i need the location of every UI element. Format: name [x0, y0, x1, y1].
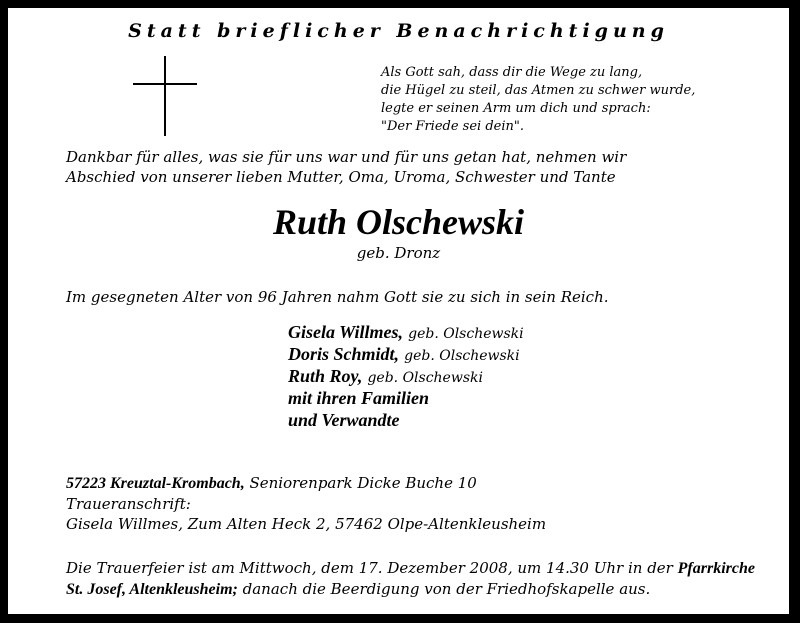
service-text: Die Trauerfeier ist am Mittwoch, dem 17. Dezember 2008, um 14.30 Uhr in der	[66, 559, 673, 577]
maiden-name: geb. Dronz	[356, 244, 441, 262]
mourner-name: Doris Schmidt,	[288, 344, 400, 364]
mourners-list	[288, 322, 524, 432]
address-label: Traueranschrift:	[66, 495, 191, 513]
deceased-name: Ruth Olschewski	[272, 202, 525, 242]
address-line	[66, 473, 546, 494]
mourner-note: geb. Olschewski	[404, 348, 520, 364]
cross-icon	[133, 56, 197, 136]
mourner-row	[288, 322, 524, 344]
mourner-name: mit ihren Familien	[288, 388, 430, 408]
poem-line: legte er seinen Arm um dich und sprach:	[381, 101, 651, 116]
mourner-name: Ruth Roy,	[288, 366, 363, 386]
poem-line: Als Gott sah, dass dir die Wege zu lang,	[381, 65, 643, 80]
mourner-note: geb. Olschewski	[408, 326, 524, 342]
service-text: danach die Beerdigung von der Friedhofskapelle aus.	[242, 580, 651, 598]
address-street: Seniorenpark Dicke Buche 10	[249, 474, 477, 492]
mourner-name: Gisela Willmes,	[288, 322, 404, 342]
mourner-name: und Verwandte	[288, 410, 400, 430]
mourner-note: geb. Olschewski	[367, 370, 483, 386]
obituary-card	[8, 8, 789, 614]
heading: Statt brieflicher Benachrichtigung	[128, 20, 669, 42]
mourner-row	[288, 388, 524, 410]
poem-line: "Der Friede sei dein".	[381, 119, 524, 134]
mourner-row	[288, 344, 524, 366]
intro-line: Abschied von unserer lieben Mutter, Oma, Uroma, Schwester und Tante	[66, 168, 616, 186]
service-church-location: St. Josef, Altenkleusheim;	[66, 581, 238, 598]
age-line: Im gesegneten Alter von 96 Jahren nahm Gott sie zu sich in sein Reich.	[66, 288, 609, 306]
address-contact: Gisela Willmes, Zum Alten Heck 2, 57462 Olpe-Altenkleusheim	[66, 515, 547, 533]
service-line	[66, 579, 755, 600]
mourner-row	[288, 366, 524, 388]
intro-text	[66, 147, 626, 187]
intro-line: Dankbar für alles, was sie für uns war und für uns getan hat, nehmen wir	[66, 148, 627, 166]
address-place: 57223 Kreuztal-Krombach,	[66, 475, 245, 492]
poem	[381, 64, 781, 136]
service-line	[66, 558, 755, 579]
mourner-row	[288, 410, 524, 432]
poem-line: die Hügel zu steil, das Atmen zu schwer wurde,	[381, 83, 696, 98]
address-block	[66, 473, 546, 534]
service-info	[66, 558, 755, 600]
service-church: Pfarrkirche	[677, 560, 755, 577]
